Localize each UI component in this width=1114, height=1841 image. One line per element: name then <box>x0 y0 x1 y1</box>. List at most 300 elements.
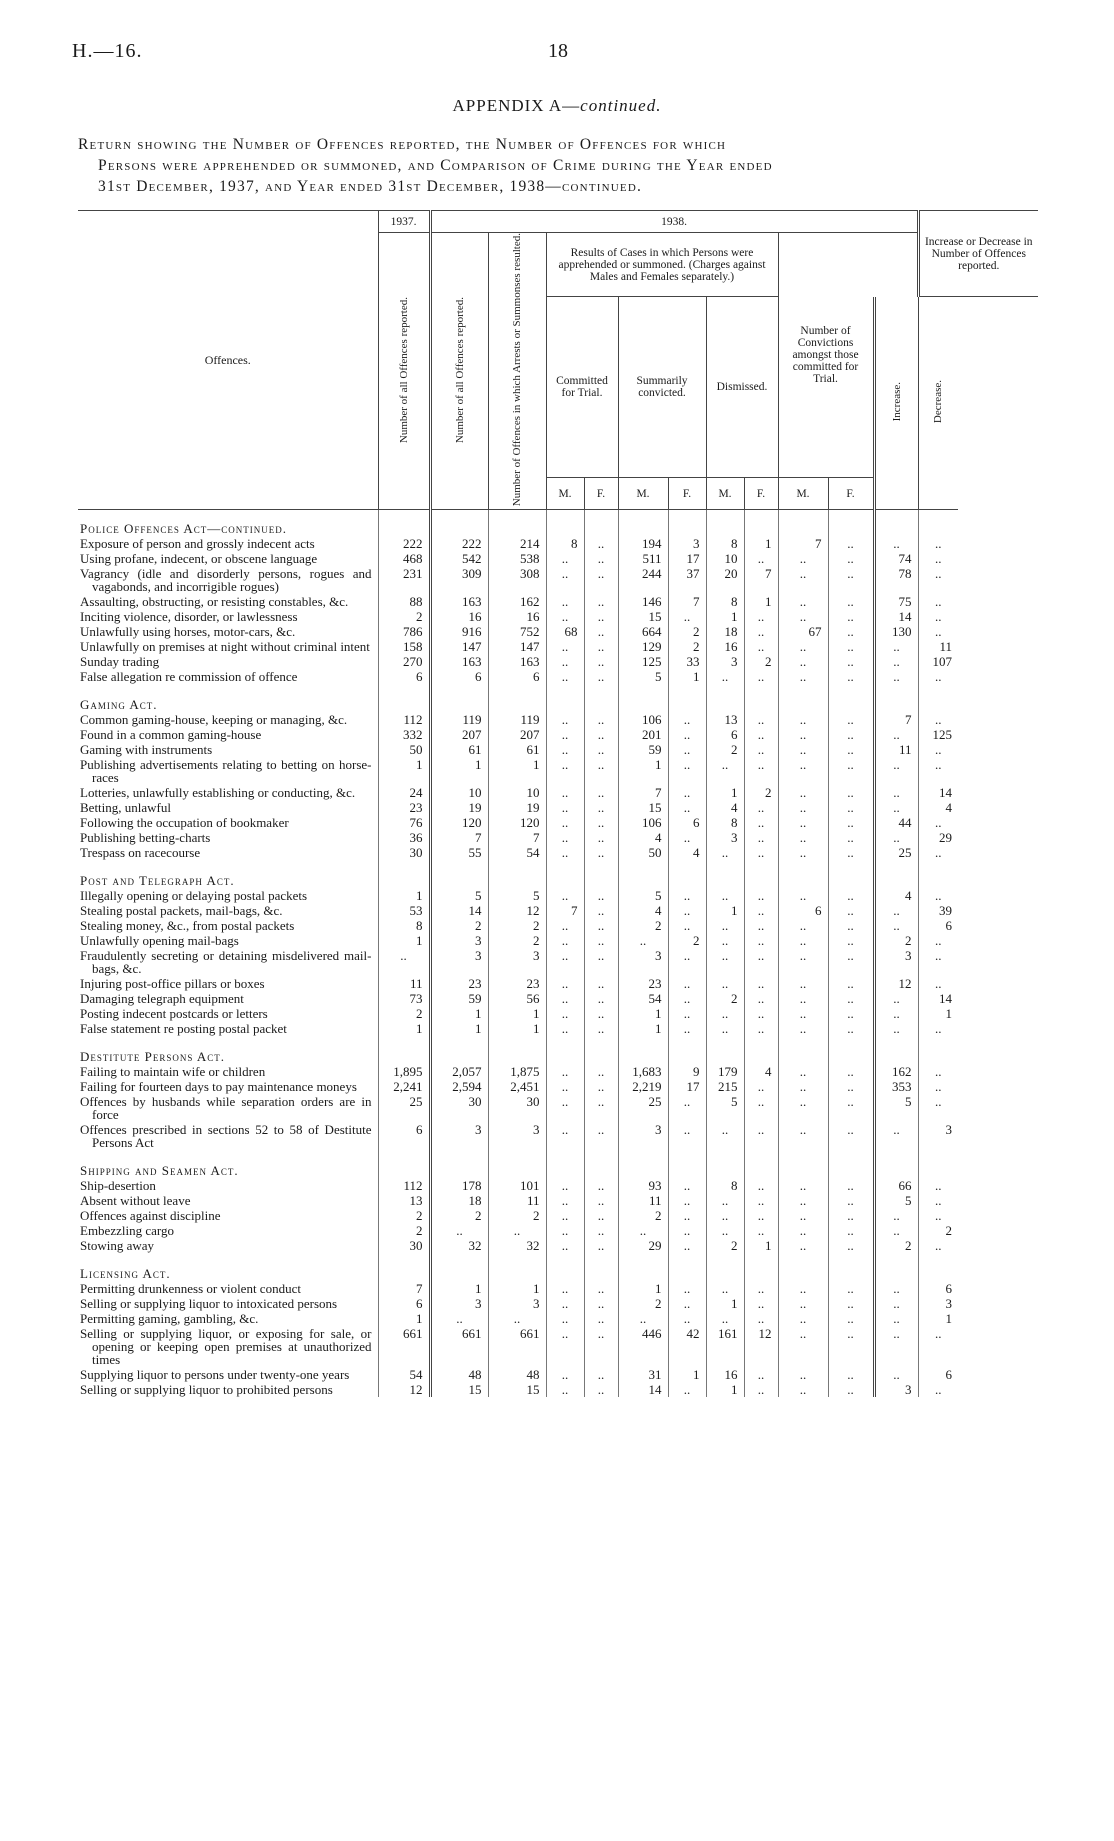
section-spacer-cell <box>778 684 828 712</box>
table-row <box>78 1021 1038 1036</box>
value-cell: 31 <box>618 1367 668 1382</box>
value-cell: 7 <box>430 830 488 845</box>
value-cell: 16 <box>488 609 546 624</box>
value-cell: 25 <box>378 1094 430 1122</box>
table-row <box>78 1122 1038 1150</box>
section-spacer-cell <box>488 860 546 888</box>
value-cell: .. <box>874 800 918 815</box>
value-cell: .. <box>546 1178 584 1193</box>
table-row <box>78 624 1038 639</box>
value-cell: .. <box>546 594 584 609</box>
value-cell: .. <box>778 727 828 742</box>
value-cell: 54 <box>488 845 546 860</box>
value-cell: .. <box>918 624 958 639</box>
offence-name: Trespass on racecourse <box>80 845 201 861</box>
value-cell: .. <box>778 757 828 785</box>
value-cell: 10 <box>430 785 488 800</box>
value-cell: 2 <box>430 1208 488 1223</box>
page-number: 18 <box>548 40 568 62</box>
section-spacer-cell <box>778 510 828 537</box>
value-cell: .. <box>828 727 874 742</box>
section-spacer-cell <box>828 1036 874 1064</box>
value-cell: .. <box>744 1296 778 1311</box>
increase-header <box>874 297 918 510</box>
offence-cell <box>78 888 378 903</box>
section-spacer-cell <box>546 510 584 537</box>
value-cell: 207 <box>430 727 488 742</box>
section-spacer-cell <box>744 510 778 537</box>
value-cell: .. <box>546 1208 584 1223</box>
value-cell: .. <box>918 742 958 757</box>
value-cell: .. <box>546 1006 584 1021</box>
value-cell: .. <box>706 1122 744 1150</box>
decrease-text: Decrease. <box>932 380 945 424</box>
value-cell: .. <box>918 1193 958 1208</box>
value-cell: .. <box>744 976 778 991</box>
value-cell: .. <box>918 551 958 566</box>
value-cell: 23 <box>488 976 546 991</box>
table-row <box>78 551 1038 566</box>
section-spacer-cell <box>778 1150 828 1178</box>
offence-cell <box>78 654 378 669</box>
section-spacer-cell <box>618 684 668 712</box>
section-spacer-cell <box>488 510 546 537</box>
offence-cell <box>78 1208 378 1223</box>
value-cell: 67 <box>778 624 828 639</box>
value-cell: .. <box>918 757 958 785</box>
value-cell: .. <box>584 1382 618 1397</box>
section-spacer-cell <box>378 1253 430 1281</box>
value-cell: .. <box>744 1281 778 1296</box>
value-cell: .. <box>778 785 828 800</box>
value-cell: .. <box>546 1094 584 1122</box>
value-cell: 11 <box>618 1193 668 1208</box>
value-cell: 33 <box>668 654 706 669</box>
value-cell: .. <box>584 1178 618 1193</box>
value-cell: .. <box>706 1208 744 1223</box>
value-cell: 2,594 <box>430 1079 488 1094</box>
section-spacer-cell <box>918 684 958 712</box>
offence-name: Lotteries, unlawfully establishing or conducting, &c. <box>80 785 356 801</box>
value-cell: .. <box>874 669 918 684</box>
offence-cell <box>78 1223 378 1238</box>
section-title: Destitute Persons Act. <box>80 1049 226 1065</box>
value-cell: .. <box>584 785 618 800</box>
value-cell: .. <box>546 757 584 785</box>
section-spacer-cell <box>378 860 430 888</box>
section-spacer-cell <box>706 860 744 888</box>
section-spacer-cell <box>874 860 918 888</box>
appendix-heading <box>0 96 1114 116</box>
value-cell: .. <box>584 639 618 654</box>
value-cell: .. <box>828 1094 874 1122</box>
value-cell: 215 <box>706 1079 744 1094</box>
value-cell: .. <box>706 1021 744 1036</box>
value-cell: 2 <box>744 785 778 800</box>
value-cell: .. <box>706 933 744 948</box>
value-cell: .. <box>378 948 430 976</box>
offence-name: Posting indecent postcards or letters <box>80 1006 268 1022</box>
section-spacer-cell <box>584 1253 618 1281</box>
section-header-row <box>78 1253 1038 1281</box>
offence-name: Offences against discipline <box>80 1208 221 1224</box>
value-cell: 1 <box>488 1021 546 1036</box>
table-row <box>78 757 1038 785</box>
offence-name: Gaming with instruments <box>80 742 213 758</box>
value-cell: 13 <box>378 1193 430 1208</box>
offences-header: Offences. <box>78 211 378 510</box>
value-cell: 3 <box>618 948 668 976</box>
table-row <box>78 712 1038 727</box>
table-row <box>78 1223 1038 1238</box>
value-cell: 125 <box>918 727 958 742</box>
value-cell: 270 <box>378 654 430 669</box>
value-cell: .. <box>546 727 584 742</box>
section-spacer-cell <box>618 510 668 537</box>
value-cell: .. <box>546 830 584 845</box>
value-cell: .. <box>874 1326 918 1367</box>
year-1937-header: 1937. <box>378 211 430 233</box>
section-spacer-cell <box>874 684 918 712</box>
section-spacer-cell <box>706 1036 744 1064</box>
value-cell: .. <box>828 888 874 903</box>
table-row <box>78 594 1038 609</box>
value-cell: .. <box>918 1178 958 1193</box>
value-cell: .. <box>744 1311 778 1326</box>
value-cell: .. <box>778 566 828 594</box>
value-cell: .. <box>584 948 618 976</box>
value-cell: 18 <box>706 624 744 639</box>
value-cell: .. <box>706 948 744 976</box>
value-cell: .. <box>828 1296 874 1311</box>
offence-name: Offences by husbands while separation orders are in force <box>80 1094 372 1123</box>
appendix-label: APPENDIX A— <box>452 96 581 115</box>
value-cell: 786 <box>378 624 430 639</box>
value-cell: .. <box>828 1021 874 1036</box>
offence-name: Found in a common gaming-house <box>80 727 262 743</box>
offence-name: Damaging telegraph equipment <box>80 991 244 1007</box>
value-cell: .. <box>546 785 584 800</box>
page-reference: H.—16. <box>72 40 143 62</box>
convictions-header: Number of Convictions amongst those committed for Trial. <box>778 233 874 478</box>
value-cell: .. <box>584 888 618 903</box>
offence-cell <box>78 1281 378 1296</box>
value-cell: .. <box>668 1208 706 1223</box>
value-cell: 3 <box>918 1296 958 1311</box>
value-cell: 25 <box>874 845 918 860</box>
table-row <box>78 1064 1038 1079</box>
value-cell: 7 <box>378 1281 430 1296</box>
value-cell: .. <box>668 800 706 815</box>
table-row <box>78 991 1038 1006</box>
value-cell: 50 <box>378 742 430 757</box>
value-cell: .. <box>546 1326 584 1367</box>
section-spacer-cell <box>706 684 744 712</box>
offence-name: Selling or supplying liquor, or exposing for sale, or opening or keeping open premises at unauthorized times <box>80 1326 372 1368</box>
value-cell: 2,451 <box>488 1079 546 1094</box>
value-cell: .. <box>744 933 778 948</box>
section-title: Gaming Act. <box>80 697 158 713</box>
value-cell: 3 <box>430 933 488 948</box>
value-cell: .. <box>778 639 828 654</box>
section-spacer-cell <box>618 1253 668 1281</box>
value-cell: 14 <box>618 1382 668 1397</box>
value-cell: 222 <box>430 536 488 551</box>
value-cell: .. <box>828 1064 874 1079</box>
value-cell: .. <box>874 1021 918 1036</box>
value-cell: .. <box>584 624 618 639</box>
table-row <box>78 669 1038 684</box>
value-cell: 1 <box>430 757 488 785</box>
value-cell: .. <box>874 536 918 551</box>
return-title <box>78 134 1038 197</box>
value-cell: .. <box>744 624 778 639</box>
offence-name: Inciting violence, disorder, or lawlessness <box>80 609 298 625</box>
value-cell: 179 <box>706 1064 744 1079</box>
value-cell: .. <box>618 1223 668 1238</box>
value-cell: 10 <box>488 785 546 800</box>
value-cell: 1 <box>618 1006 668 1021</box>
value-cell: 61 <box>488 742 546 757</box>
value-cell: 2 <box>618 918 668 933</box>
value-cell: .. <box>828 815 874 830</box>
value-cell: 332 <box>378 727 430 742</box>
value-cell: .. <box>546 742 584 757</box>
value-cell: 2,057 <box>430 1064 488 1079</box>
value-cell: .. <box>546 639 584 654</box>
value-cell: 9 <box>668 1064 706 1079</box>
value-cell: 107 <box>918 654 958 669</box>
value-cell: .. <box>744 888 778 903</box>
value-cell: 1 <box>706 903 744 918</box>
value-cell: .. <box>874 1367 918 1382</box>
value-cell: .. <box>546 1382 584 1397</box>
value-cell: .. <box>828 1223 874 1238</box>
value-cell: .. <box>778 1094 828 1122</box>
value-cell: 78 <box>874 566 918 594</box>
value-cell: .. <box>828 609 874 624</box>
offence-cell <box>78 712 378 727</box>
value-cell: .. <box>584 933 618 948</box>
value-cell: .. <box>874 1122 918 1150</box>
value-cell: 23 <box>430 976 488 991</box>
value-cell: .. <box>874 639 918 654</box>
offence-name: Offences prescribed in sections 52 to 58 of Destitute Persons Act <box>80 1122 372 1151</box>
value-cell: 14 <box>430 903 488 918</box>
value-cell: .. <box>778 1122 828 1150</box>
value-cell: 93 <box>618 1178 668 1193</box>
section-spacer-cell <box>778 1253 828 1281</box>
value-cell: .. <box>584 1122 618 1150</box>
section-header-row <box>78 1150 1038 1178</box>
section-spacer-cell <box>874 1150 918 1178</box>
value-cell: 23 <box>618 976 668 991</box>
value-cell: .. <box>828 1006 874 1021</box>
value-cell: 66 <box>874 1178 918 1193</box>
value-cell: 3 <box>430 948 488 976</box>
value-cell: .. <box>584 742 618 757</box>
value-cell: 36 <box>378 830 430 845</box>
value-cell: .. <box>584 727 618 742</box>
value-cell: .. <box>584 1208 618 1223</box>
title-line-3: 31st December, 1937, and Year ended 31st December, 1938—continued. <box>98 178 643 195</box>
value-cell: .. <box>584 815 618 830</box>
value-cell: .. <box>668 1311 706 1326</box>
value-cell: 106 <box>618 815 668 830</box>
offence-name: Vagrancy (idle and disorderly persons, rogues and vagabonds, and incorrigible rogues) <box>80 566 372 595</box>
offence-name: Betting, unlawful <box>80 800 171 816</box>
value-cell: .. <box>546 1311 584 1326</box>
value-cell: 222 <box>378 536 430 551</box>
value-cell: 42 <box>668 1326 706 1367</box>
section-spacer-cell <box>778 860 828 888</box>
value-cell: .. <box>584 976 618 991</box>
value-cell: .. <box>828 1122 874 1150</box>
value-cell: 7 <box>668 594 706 609</box>
offence-name: Sunday trading <box>80 654 160 670</box>
value-cell: .. <box>668 1281 706 1296</box>
value-cell: .. <box>918 976 958 991</box>
section-spacer-cell <box>668 860 706 888</box>
value-cell: .. <box>778 669 828 684</box>
value-cell: .. <box>584 1223 618 1238</box>
value-cell: .. <box>778 991 828 1006</box>
value-cell: 120 <box>430 815 488 830</box>
value-cell: .. <box>744 757 778 785</box>
value-cell: .. <box>546 948 584 976</box>
section-spacer-cell <box>430 684 488 712</box>
title-line-2: Persons were apprehended or summoned, and Comparison of Crime during the Year ended <box>98 157 773 174</box>
value-cell: 54 <box>378 1367 430 1382</box>
value-cell: .. <box>828 551 874 566</box>
value-cell: .. <box>744 1208 778 1223</box>
value-cell: .. <box>778 976 828 991</box>
dismissed-m-header: M. <box>706 478 744 510</box>
value-cell: .. <box>584 1281 618 1296</box>
value-cell: .. <box>744 1382 778 1397</box>
value-cell: 101 <box>488 1178 546 1193</box>
value-cell: .. <box>874 757 918 785</box>
value-cell: 214 <box>488 536 546 551</box>
value-cell: 8 <box>378 918 430 933</box>
value-cell: 53 <box>378 903 430 918</box>
value-cell: .. <box>828 800 874 815</box>
value-cell: 1 <box>744 1238 778 1253</box>
offence-cell <box>78 1094 378 1122</box>
value-cell: 19 <box>488 800 546 815</box>
value-cell: 5 <box>618 888 668 903</box>
value-cell: .. <box>668 609 706 624</box>
value-cell: 74 <box>874 551 918 566</box>
value-cell: .. <box>778 551 828 566</box>
value-cell: 661 <box>430 1326 488 1367</box>
offence-name: Selling or supplying liquor to intoxicated persons <box>80 1296 338 1312</box>
value-cell: 3 <box>430 1122 488 1150</box>
section-spacer-cell <box>488 1036 546 1064</box>
value-cell: .. <box>918 1094 958 1122</box>
section-title: Licensing Act. <box>80 1266 171 1282</box>
value-cell: 39 <box>918 903 958 918</box>
value-cell: 542 <box>430 551 488 566</box>
value-cell: 2 <box>668 624 706 639</box>
value-cell: 162 <box>488 594 546 609</box>
value-cell: .. <box>828 991 874 1006</box>
value-cell: 30 <box>378 845 430 860</box>
table-row <box>78 888 1038 903</box>
offence-cell <box>78 976 378 991</box>
value-cell: 17 <box>668 1079 706 1094</box>
offence-name: Exposure of person and grossly indecent acts <box>80 536 315 552</box>
value-cell: .. <box>744 845 778 860</box>
value-cell: 3 <box>488 1122 546 1150</box>
dismissed-header: Dismissed. <box>706 297 778 478</box>
value-cell: 1 <box>488 1281 546 1296</box>
table-row <box>78 903 1038 918</box>
value-cell: 120 <box>488 815 546 830</box>
table-row <box>78 845 1038 860</box>
summarily-header: Summarily convicted. <box>618 297 706 478</box>
decrease-header <box>918 297 958 510</box>
value-cell: 2 <box>874 1238 918 1253</box>
offence-name: Absent without leave <box>80 1193 191 1209</box>
section-header-row <box>78 1036 1038 1064</box>
value-cell: .. <box>584 918 618 933</box>
value-cell: .. <box>918 609 958 624</box>
value-cell: .. <box>668 785 706 800</box>
value-cell: .. <box>778 1296 828 1311</box>
value-cell: 2 <box>618 1296 668 1311</box>
offence-cell <box>78 566 378 594</box>
section-spacer-cell <box>584 1036 618 1064</box>
value-cell: 119 <box>430 712 488 727</box>
value-cell: 163 <box>488 654 546 669</box>
value-cell: .. <box>668 1382 706 1397</box>
value-cell: .. <box>706 1311 744 1326</box>
value-cell: .. <box>744 669 778 684</box>
section-spacer-cell <box>828 860 874 888</box>
table-row <box>78 609 1038 624</box>
section-title: Shipping and Seamen Act. <box>80 1163 239 1179</box>
increase-decrease-header: Increase or Decrease in Number of Offences reported. <box>918 211 1038 297</box>
value-cell: 55 <box>430 845 488 860</box>
value-cell: 88 <box>378 594 430 609</box>
value-cell: .. <box>874 654 918 669</box>
value-cell: .. <box>744 1223 778 1238</box>
value-cell: .. <box>546 918 584 933</box>
offence-name: Using profane, indecent, or obscene language <box>80 551 318 567</box>
value-cell: .. <box>584 830 618 845</box>
offence-cell <box>78 551 378 566</box>
value-cell: .. <box>668 976 706 991</box>
value-cell: .. <box>744 918 778 933</box>
value-cell: .. <box>828 1311 874 1326</box>
value-cell: .. <box>706 1006 744 1021</box>
value-cell: 6 <box>918 1367 958 1382</box>
offence-cell <box>78 1382 378 1397</box>
value-cell: 3 <box>874 1382 918 1397</box>
value-cell: 158 <box>378 639 430 654</box>
value-cell: 6 <box>430 669 488 684</box>
value-cell: .. <box>584 551 618 566</box>
value-cell: .. <box>744 712 778 727</box>
value-cell: .. <box>546 1021 584 1036</box>
offence-cell <box>78 1064 378 1079</box>
value-cell: 48 <box>430 1367 488 1382</box>
offence-cell <box>78 1021 378 1036</box>
value-cell: 73 <box>378 991 430 1006</box>
value-cell: .. <box>918 1238 958 1253</box>
value-cell: 1 <box>618 1021 668 1036</box>
